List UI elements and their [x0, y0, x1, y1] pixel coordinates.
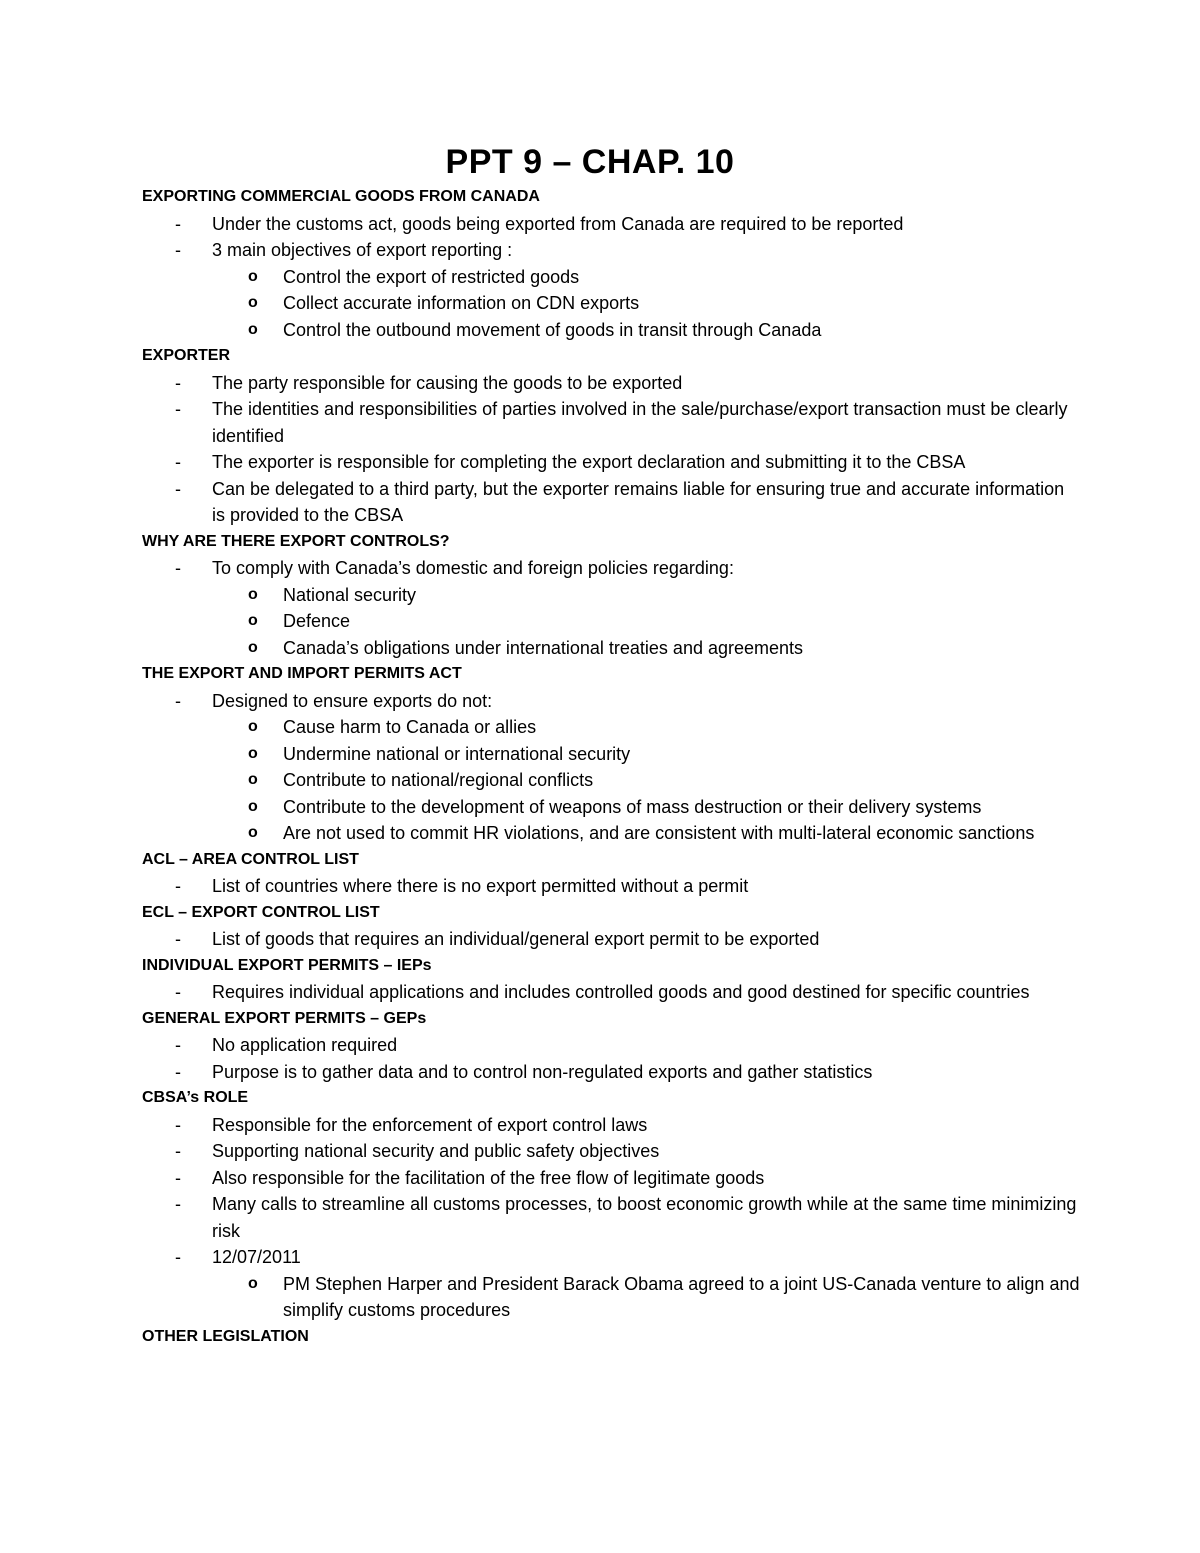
sub-bullet-item — [142, 582, 1082, 609]
item-text: Many calls to streamline all customs processes, to boost economic growth while at the same time minimizing risk — [212, 1194, 1077, 1241]
item-text: Control the outbound movement of goods in transit through Canada — [283, 319, 822, 340]
dash-item — [142, 1032, 1082, 1059]
item-text: Contribute to national/regional conflicts — [283, 770, 594, 790]
dash-marker: - — [175, 1247, 181, 1267]
dash-item — [142, 926, 1082, 953]
sub-bullet-item — [142, 767, 1082, 794]
item-text: List of goods that requires an individual/general export permit to be exported — [212, 929, 820, 949]
item-text: The party responsible for causing the goods to be exported — [212, 372, 683, 393]
bullet-marker: o — [248, 1274, 258, 1292]
dash-item — [142, 688, 1082, 715]
dash-item — [142, 1165, 1082, 1192]
dash-marker: - — [175, 876, 181, 896]
item-text: List of countries where there is no export permitted without a permit — [212, 876, 749, 896]
item-text: Can be delegated to a third party, but the exporter remains liable for ensuring true and accurate information is provided to the CBSA — [212, 478, 1065, 525]
sub-bullet-item — [142, 290, 1082, 317]
item-text: 3 main objectives of export reporting : — [212, 240, 513, 260]
bullet-marker: o — [248, 638, 258, 656]
dash-item — [142, 873, 1082, 900]
section-heading: CBSA’s ROLE — [142, 1089, 249, 1106]
sub-bullet-item — [142, 741, 1082, 768]
dash-marker: - — [175, 452, 181, 472]
item-text: Cause harm to Canada or allies — [283, 717, 537, 737]
dash-marker: - — [175, 399, 181, 419]
item-text: To comply with Canada’s domestic and foreign policies regarding: — [212, 558, 734, 578]
dash-marker: - — [175, 1167, 181, 1188]
item-text: Canada’s obligations under international treaties and agreements — [283, 637, 804, 658]
item-text: National security — [283, 584, 417, 605]
item-text: No application required — [212, 1035, 398, 1055]
dash-item — [142, 211, 1082, 238]
dash-item — [142, 555, 1082, 582]
item-text: Are not used to commit HR violations, and are consistent with multi-lateral economic sanctions — [283, 823, 1035, 843]
item-text: Supporting national security and public safety objectives — [212, 1141, 660, 1161]
page-title: PPT 9 – CHAP. 10 — [445, 143, 735, 181]
item-text: The exporter is responsible for completing the export declaration and submitting it to the CBSA — [212, 452, 966, 472]
dash-marker: - — [175, 1035, 181, 1055]
bullet-marker: o — [248, 612, 258, 629]
dash-marker: - — [175, 690, 181, 711]
dash-item — [142, 1191, 1082, 1244]
dash-item — [142, 1244, 1082, 1271]
bullet-marker: o — [248, 294, 258, 311]
item-text: Defence — [283, 611, 351, 631]
bullet-marker: o — [248, 744, 258, 762]
item-text: Collect accurate information on CDN exports — [283, 293, 640, 313]
dash-marker: - — [175, 1061, 181, 1082]
dash-marker: - — [175, 1114, 181, 1135]
dash-item — [142, 1138, 1082, 1165]
section-heading: EXPORTER — [142, 347, 231, 364]
item-text: Under the customs act, goods being exported from Canada are required to be reported — [212, 213, 904, 234]
section-heading: ACL – AREA CONTROL LIST — [142, 850, 359, 868]
bullet-marker: o — [248, 718, 258, 735]
dash-marker: - — [175, 1194, 181, 1214]
dash-marker: - — [175, 240, 181, 260]
dash-marker: - — [175, 1141, 181, 1161]
dash-item — [142, 1112, 1082, 1139]
dash-item — [142, 1059, 1082, 1086]
sub-bullet-item — [142, 635, 1082, 662]
dash-marker: - — [175, 929, 181, 949]
dash-item — [142, 237, 1082, 264]
section-heading: EXPORTING COMMERCIAL GOODS FROM CANADA — [142, 188, 540, 205]
bullet-marker: o — [248, 771, 258, 788]
dash-marker: - — [175, 372, 181, 393]
dash-item — [142, 449, 1082, 476]
item-text: The identities and responsibilities of parties involved in the sale/purchase/export transaction must be clearly identified — [212, 399, 1068, 446]
item-text: Requires individual applications and includes controlled goods and good destined for specific countries — [212, 982, 1030, 1002]
dash-item — [142, 979, 1082, 1006]
section-heading: WHY ARE THERE EXPORT CONTROLS? — [142, 532, 450, 550]
sub-bullet-item — [142, 794, 1082, 821]
dash-item — [142, 476, 1082, 529]
section-heading: GENERAL EXPORT PERMITS – GEPs — [142, 1009, 427, 1027]
item-text: Control the export of restricted goods — [283, 266, 580, 287]
section-heading: INDIVIDUAL EXPORT PERMITS – IEPs — [142, 956, 432, 974]
item-text: Contribute to the development of weapons of mass destruction or their delivery systems — [283, 796, 982, 817]
item-text: Also responsible for the facilitation of the free flow of legitimate goods — [212, 1167, 765, 1188]
bullet-marker: o — [248, 585, 258, 603]
item-text: Designed to ensure exports do not: — [212, 690, 493, 711]
item-text: Purpose is to gather data and to control non-regulated exports and gather statistics — [212, 1061, 873, 1082]
bullet-marker: o — [248, 267, 258, 285]
section-heading: THE EXPORT AND IMPORT PERMITS ACT — [142, 665, 462, 682]
bullet-marker: o — [248, 797, 258, 815]
sub-bullet-item — [142, 317, 1082, 344]
dash-marker: - — [175, 558, 181, 578]
dash-item — [142, 396, 1082, 449]
sub-bullet-item — [142, 714, 1082, 741]
item-text: 12/07/2011 — [212, 1247, 301, 1267]
section-heading: OTHER LEGISLATION — [142, 1327, 309, 1345]
document-body — [142, 184, 1082, 1350]
dash-marker: - — [175, 982, 181, 1002]
item-text: Undermine national or international security — [283, 743, 631, 764]
sub-bullet-item — [142, 820, 1082, 847]
item-text: PM Stephen Harper and President Barack Obama agreed to a joint US-Canada venture to align and simplify customs procedures — [283, 1273, 1080, 1320]
dash-marker: - — [175, 478, 181, 499]
bullet-marker: o — [248, 320, 258, 338]
sub-bullet-item — [142, 264, 1082, 291]
dash-marker: - — [175, 213, 181, 234]
item-text: Responsible for the enforcement of export control laws — [212, 1114, 648, 1135]
sub-bullet-item — [142, 608, 1082, 635]
section-heading: ECL – EXPORT CONTROL LIST — [142, 903, 380, 921]
sub-bullet-item — [142, 1271, 1082, 1324]
dash-item — [142, 370, 1082, 397]
bullet-marker: o — [248, 824, 258, 841]
